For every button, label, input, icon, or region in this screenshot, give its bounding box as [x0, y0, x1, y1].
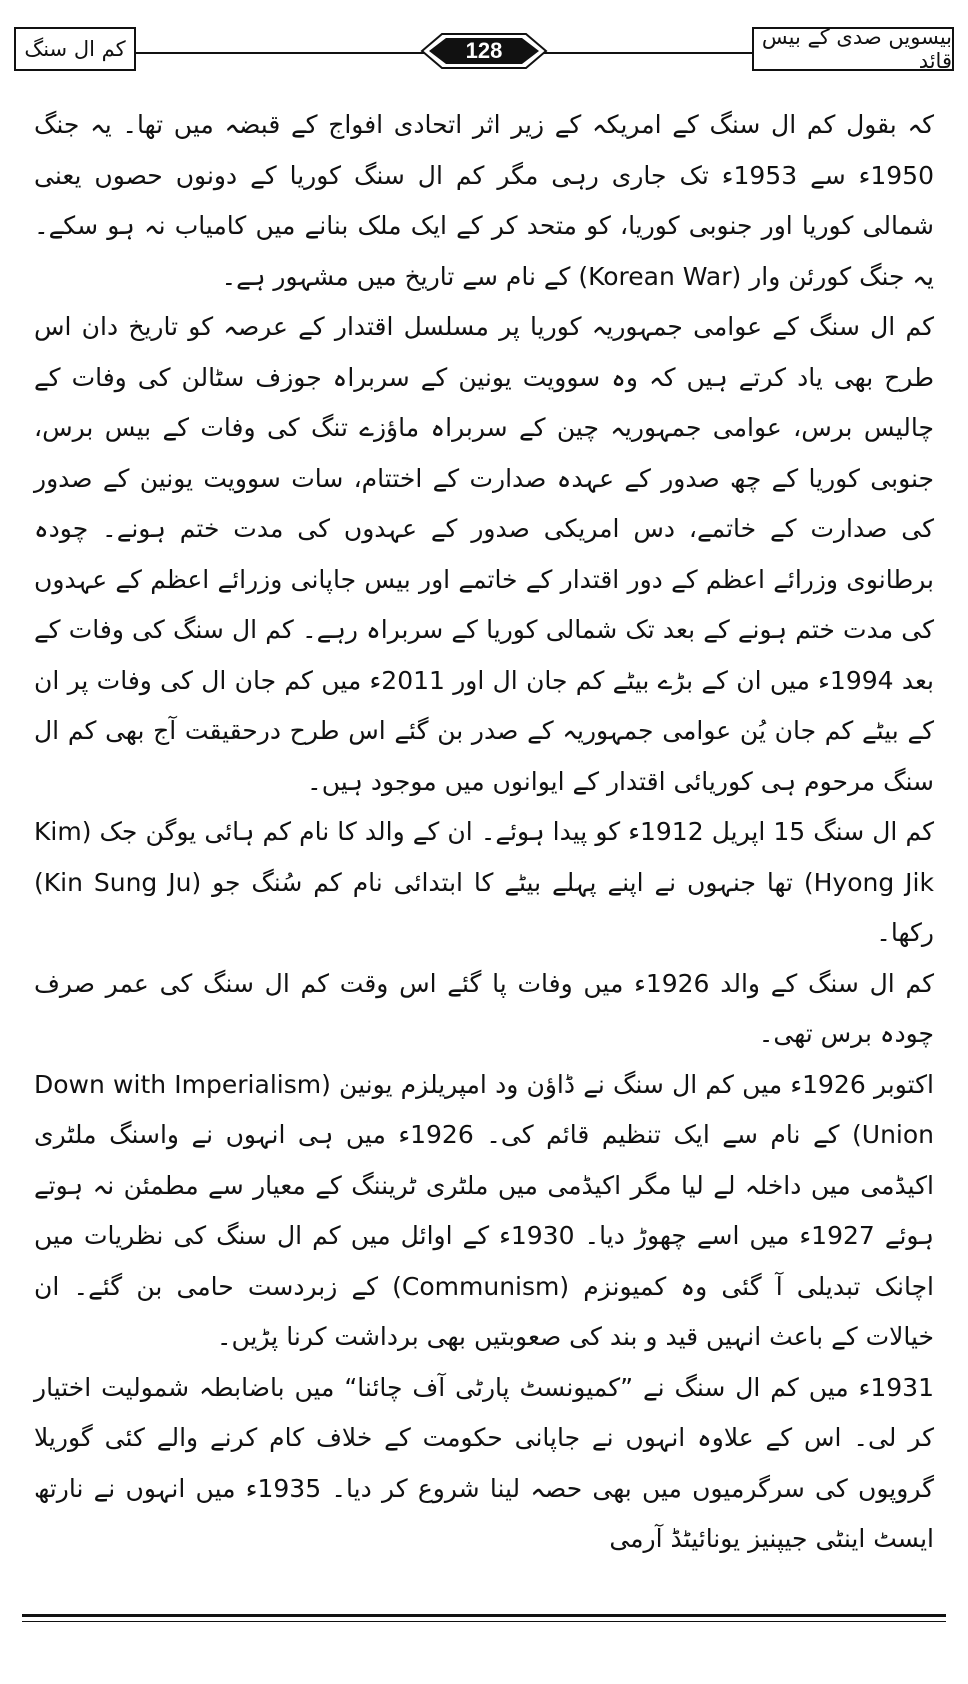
page-number: 128 — [465, 38, 503, 63]
chapter-title: کم ال سنگ — [24, 37, 126, 61]
page-header — [14, 22, 954, 78]
paragraph-father-death: کم ال سنگ کے والد 1926ء میں وفات پا گئے اس وقت کم ال سنگ کی عمر صرف چودہ برس تھی۔ — [34, 968, 934, 1048]
page-body — [34, 100, 934, 1565]
paragraph-birth: کم ال سنگ 15 اپریل 1912ء کو پیدا ہوئے۔ ان کے والد کا نام کم ہائی یوگن جک (Kim Hyong Jik) تھا جنہوں نے اپنے پہلے بیٹے کا ابتدائی نام کم سُنگ جو (Kin Sung Ju) رکھا۔ — [34, 817, 935, 947]
paragraph-union-founding: اکتوبر 1926ء میں کم ال سنگ نے ڈاؤن ود امپریلزم یونین (Down with Imperialism Union) کے نام سے ایک تنظیم قائم کی۔ 1926ء میں ہی انہوں نے واسنگ ملٹری اکیڈمی میں داخلہ لے لیا مگر اکیڈمی میں ملٹری ٹریننگ کے معیار سے مطمئن نہ ہوتے ہوئے 1927ء میں اسے چھوڑ دیا۔ 1930ء کے اوائل میں کم ال سنگ کی نظریات میں اچانک تبدیلی آ گئی وہ کمیونزم (Communism) کے زبردست حامی بن گئے۔ ان خیالات کے باعث انہیں قید و بند کی صعوبتیں بھی برداشت کرنا پڑیں۔ — [34, 1069, 935, 1351]
footer-rule-thin — [22, 1621, 946, 1622]
page-number-badge — [420, 32, 548, 70]
book-title-box — [752, 27, 954, 71]
book-title: بیسویں صدی کے بیس قائد — [761, 25, 952, 73]
paragraph-long-rule: کم ال سنگ کے عوامی جمہوریہ کوریا پر مسلسل اقتدار کے عرصہ کو تاریخ دان اس طرح بھی یاد کرتے ہیں کہ وہ سوویت یونین کے سربراہ جوزف سٹالن کی وفات کے چالیس برس، عوامی جمہوریہ چین کے سربراہ ماؤزے تنگ کی وفات کے بیس برس، جنوبی کوریا کے چھ صدور کے عہدہ صدارت کے اختتام، سات سوویت یونین کے صدور کی صدارت کے خاتمے، دس امریکی صدور کے عہدوں کی مدت ختم ہونے۔ چودہ برطانوی وزرائے اعظم کے دور اقتدار کے خاتمے اور بیس جاپانی وزرائے اعظم کے عہدوں کی مدت ختم ہونے کے بعد تک شمالی کوریا کے سربراہ رہے۔ کم ال سنگ کی وفات کے بعد 1994ء میں ان کے بڑے بیٹے کم جان ال اور 2011ء میں کم جان ال کی وفات پر ان کے بیٹے کم جان یُن عوامی جمہوریہ کے صدر بن گئے اس طرح درحقیقت آج بھی کم ال سنگ مرحوم ہی کوریائی اقتدار کے ایوانوں میں موجود ہیں۔ — [34, 312, 935, 796]
paragraph-communist-party: 1931ء میں کم ال سنگ نے ”کمیونسٹ پارٹی آف چائنا“ میں باضابطہ شمولیت اختیار کر لی۔ اس کے علاوہ انہوں نے جاپانی حکومت کے خلاف کام کرنے والے کئی گوریلا گروپوں کی سرگرمیوں میں بھی حصہ لینا شروع کر دیا۔ 1935ء میں انہوں نے نارتھ ایسٹ اینٹی جیپنیز یونائیٹڈ آرمی — [34, 1372, 935, 1553]
footer-rule-thick — [22, 1614, 946, 1617]
paragraph-korean-war: کہ بقول کم ال سنگ کے امریکہ کے زیر اثر اتحادی افواج کے قبضہ میں تھا۔ یہ جنگ 1950ء سے 1953ء تک جاری رہی مگر کم ال سنگ کوریا کے دونوں حصوں یعنی شمالی کوریا اور جنوبی کوریا، کو متحد کر کے ایک ملک بنانے میں کامیاب نہ ہو سکے۔ یہ جنگ کورئن وار (Korean War) کے نام سے تاریخ میں مشہور ہے۔ — [34, 110, 934, 291]
chapter-title-box — [14, 27, 136, 71]
